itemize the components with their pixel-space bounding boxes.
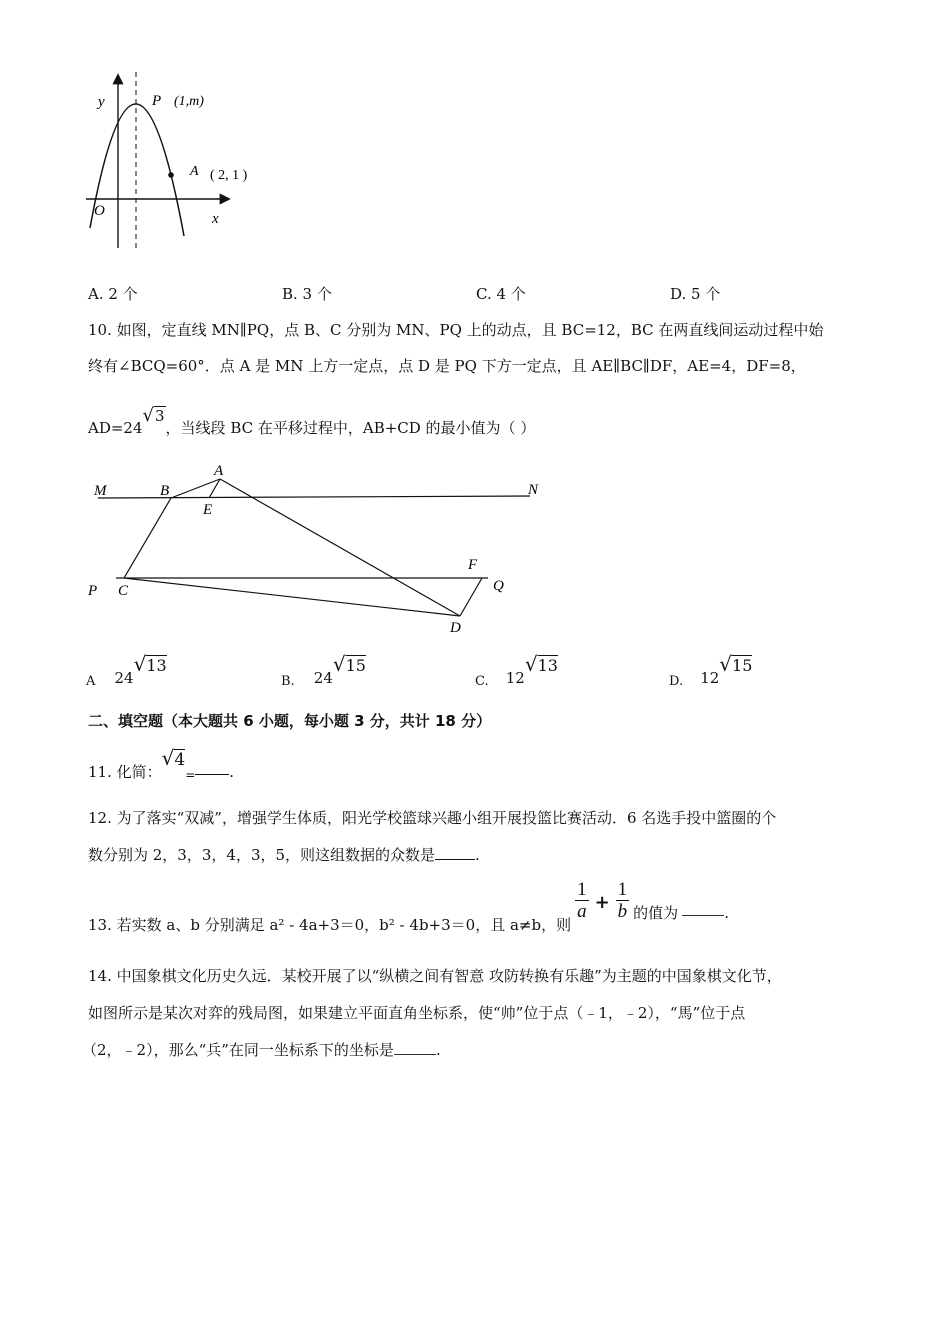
segment-df <box>460 578 482 616</box>
q14-line1: 14. 中国象棋文化历史久远．某校开展了以“纵横之间有智意 攻防转换有乐趣”为主题的中国象棋文化节， <box>88 967 782 985</box>
sqrt-3: √3 <box>142 405 165 426</box>
label-n: N <box>528 482 539 498</box>
q12-line1: 12. 为了落实“双减”，增强学生体质，阳光学校篮球兴趣小组开展投篮比赛活动．6 名选手投中篮圈的个 <box>88 809 777 827</box>
p-coord: (1,m) <box>174 94 204 109</box>
label-m: M <box>94 483 107 499</box>
q9-option-c: C. 4 个 <box>476 285 526 303</box>
q9-option-b: B. 3 个 <box>282 285 332 303</box>
segment-bc <box>124 498 171 578</box>
q10-option-d: $_{D.}$ 12√15 <box>669 652 753 689</box>
q10-ad-value: AD=24 <box>88 419 143 437</box>
q10-line2: 终有∠BCQ=60°．点 A 是 MN 上方一定点，点 D 是 PQ 下方一定点，且 AE∥BC∥DF，AE=4，DF=8， <box>88 357 806 375</box>
q10-line1: 10. 如图，定直线 MN∥PQ，点 B、C 分别为 MN、PQ 上的动点，且 BC=12，BC 在两直线间运动过程中始 <box>88 321 824 339</box>
q11: 11. 化简：$√4_=$ . <box>88 746 235 782</box>
sqrt-15: √15 <box>719 652 753 676</box>
a-label: A <box>190 164 199 179</box>
q12-line2: 数分别为 2，3，3，4，3，5，则这组数据的众数是 . <box>88 846 480 864</box>
sqrt-13: √13 <box>524 652 558 676</box>
y-label: y <box>98 94 105 110</box>
segment-ae <box>209 479 220 498</box>
sqrt-4: √4 <box>161 746 186 770</box>
q11-answer-blank[interactable] <box>195 760 229 775</box>
a-coord: ( 2, 1 ) <box>210 168 248 183</box>
q14-line2: 如图所示是某次对弈的残局图，如果建立平面直角坐标系，使“帅”位于点（﹣1，﹣2），“馬”位于点 <box>88 1004 746 1022</box>
q10-option-c: $_{C.}$ 12√13 <box>475 652 558 689</box>
label-d: D <box>450 620 461 636</box>
label-c: C <box>118 583 129 599</box>
q10-question: ，当线段 BC 在平移过程中，AB+CD 的最小值为（ ） <box>165 419 536 437</box>
parabola-figure <box>80 68 280 254</box>
origin-label: O <box>94 203 105 219</box>
q9-option-a: A. 2 个 <box>88 285 138 303</box>
point-a <box>168 172 174 178</box>
label-f: F <box>468 557 478 573</box>
q10-option-a: $_A$ 24√13 <box>86 652 167 689</box>
q14-answer-blank[interactable] <box>394 1040 436 1055</box>
q10-line3 <box>88 405 536 438</box>
label-q: Q <box>493 578 504 594</box>
fraction-1-over-b: $\frac{1}{b}$ <box>617 879 628 922</box>
label-p: P <box>88 583 98 599</box>
sqrt-15: √15 <box>332 652 366 676</box>
p-label: P <box>152 93 162 109</box>
label-b: B <box>160 483 170 499</box>
sqrt-13: √13 <box>133 652 167 676</box>
label-e: E <box>203 502 213 518</box>
fraction-1-over-a: $\frac{1}{a}$ <box>577 879 587 922</box>
q13-answer-blank[interactable] <box>682 901 724 916</box>
segment-ab <box>171 479 220 498</box>
q10-option-b: $_{B.}$ 24√15 <box>281 652 366 689</box>
section-title: 二、填空题（本大题共 6 小题，每小题 3 分，共计 18 分） <box>88 712 492 730</box>
q13: 13. 若实数 a、b 分别满足 a² - 4a+3＝0，b² - 4b+3＝0，且 a≠b，则 $\frac{1}{a}$ + $\frac{1}{b}$ 的值为 . <box>88 879 729 934</box>
q9-option-d: D. 5 个 <box>670 285 721 303</box>
segment-cd <box>124 578 460 616</box>
x-label: x <box>212 211 219 227</box>
segment-ad <box>220 479 460 616</box>
label-a: A <box>214 463 224 479</box>
q12-answer-blank[interactable] <box>435 845 475 860</box>
q14-line3: （2，﹣2），那么“兵”在同一坐标系下的坐标是 . <box>82 1041 441 1059</box>
geometry-figure <box>80 458 560 638</box>
